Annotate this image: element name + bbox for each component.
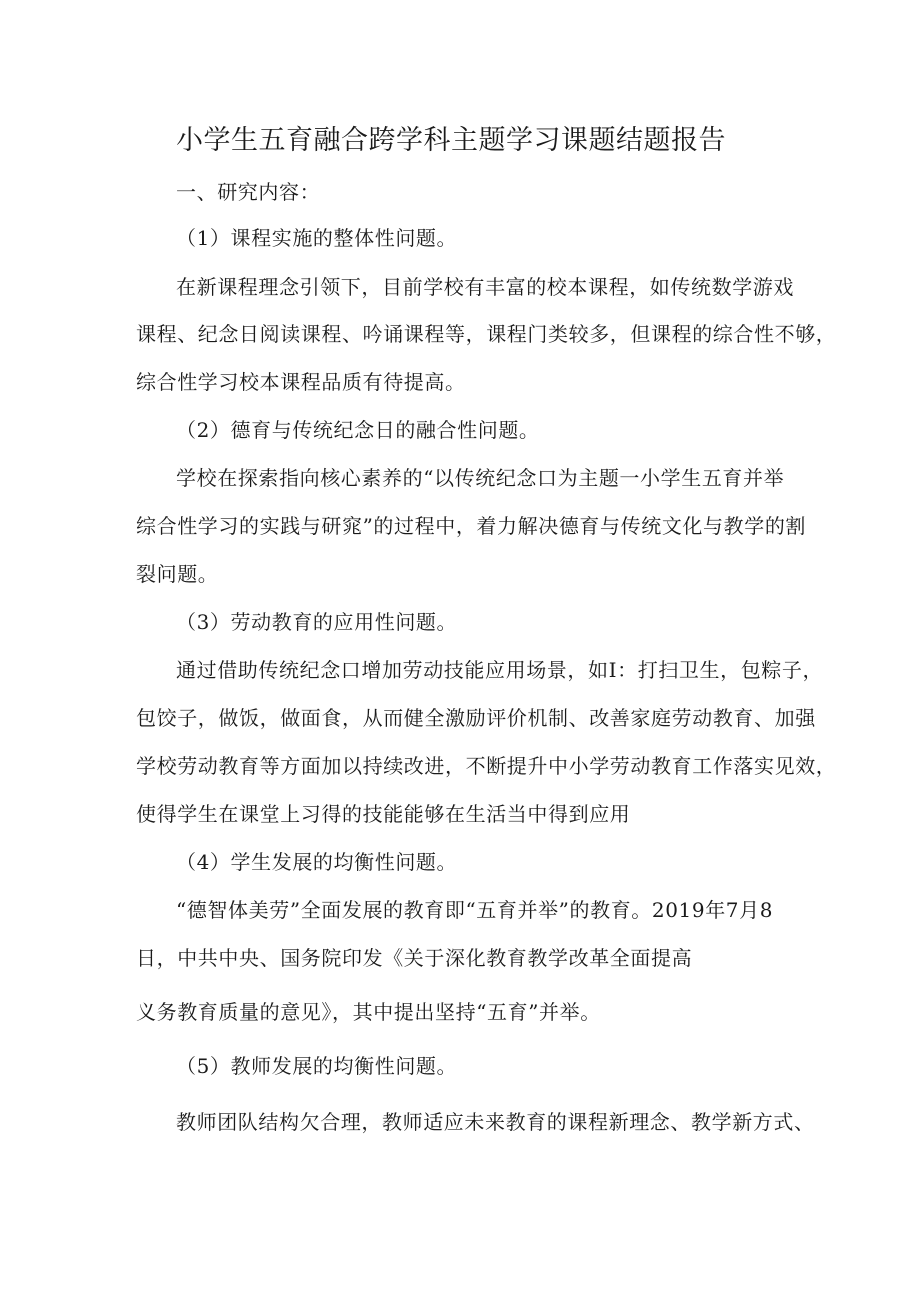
paragraph-line: 教师团队结构欠合理，教师适应未来教育的课程新理念、教学新方式、: [176, 1110, 815, 1134]
paragraph-line: 综合性学习的实践与研窕”的过程中，着力解决德育与传统文化与教学的割: [136, 514, 807, 538]
item-heading-2: （2）德育与传统纪念日的融合性问题。: [176, 418, 540, 442]
paragraph-line: 在新课程理念引领下，目前学校有丰富的校本课程，如传统数学游戏: [176, 275, 794, 299]
paragraph-line: “德智体美劳”全面发展的教育即“五育并举”的教育。2019年7月8: [176, 898, 774, 922]
paragraph-line: 包饺子，做饭，做面食，从而健全激励评价机制、改善家庭劳动教育、加强: [136, 706, 816, 730]
paragraph-line: 义务教育质量的意见》，其中提出坚持“五育”并举。: [136, 1000, 601, 1024]
paragraph-line: 学校劳动教育等方面加以持续改进，不断提升中小学劳动教育工作落实见效，: [136, 754, 837, 778]
section-heading: 一、研究内容：: [176, 180, 321, 204]
paragraph-line: 综合性学习校本课程品质有待提高。: [136, 370, 466, 394]
document-title: 小学生五育融合跨学科主题学习课题结题报告: [176, 125, 726, 156]
item-heading-1: （1）课程实施的整体性问题。: [176, 226, 458, 250]
paragraph-line: 课程、纪念日阅读课程、吟诵课程等，课程门类较多，但课程的综合性不够，: [136, 322, 837, 346]
paragraph-line: 裂问题。: [136, 562, 219, 586]
paragraph-line: 学校在探索指向核心素养的“以传统纪念口为主题一小学生五育并举: [176, 466, 785, 490]
item-heading-4: （4）学生发展的均衡性问题。: [176, 850, 458, 874]
paragraph-line: 通过借助传统纪念口增加劳动技能应用场景，如I：打扫卫生，包粽子，: [176, 658, 824, 682]
item-heading-3: （3）劳动教育的应用性问题。: [176, 610, 458, 634]
item-heading-5: （5）教师发展的均衡性问题。: [176, 1054, 458, 1078]
paragraph-line: 日，中共中央、国务院印发《关于深化教育教学改革全面提高: [136, 946, 693, 970]
paragraph-line: 使得学生在课堂上习得的技能能够在生活当中得到应用: [136, 802, 631, 826]
